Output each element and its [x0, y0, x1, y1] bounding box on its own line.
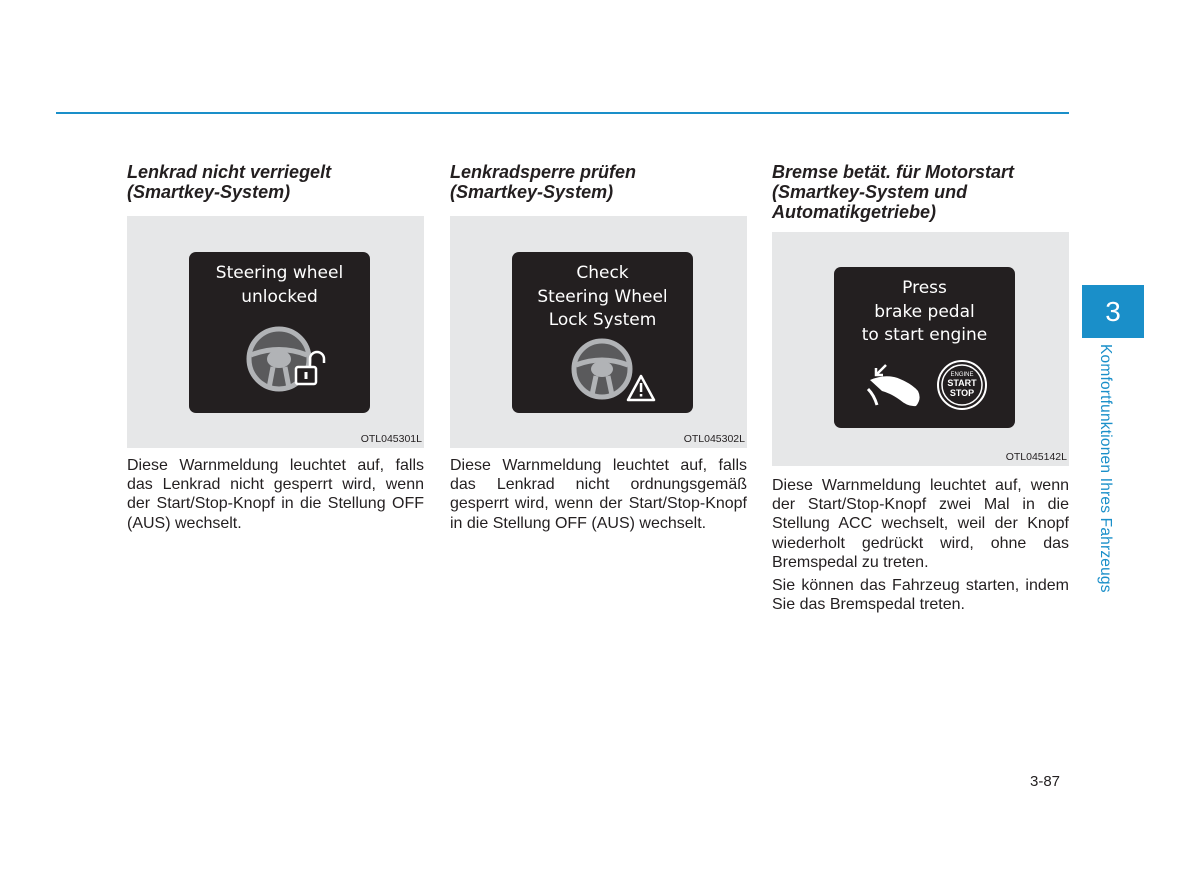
warning-figure	[127, 216, 424, 448]
cluster-display	[834, 267, 1015, 428]
section-heading: Lenkrad nicht verriegelt (Smartkey-System)	[127, 162, 332, 202]
display-icons	[834, 267, 1015, 428]
warning-triangle-icon	[628, 376, 654, 400]
paragraph: Diese Warnmeldung leuchtet auf, falls das Lenkrad nicht ordnungsgemäß gesperrt wird, wenn der Start/Stop-Knopf in die Stellung OFF (AUS) wechselt.	[450, 457, 747, 532]
display-message: Steering wheel unlocked	[215, 263, 344, 307]
steering-wheel-icon	[574, 341, 630, 397]
cluster-display	[189, 252, 370, 413]
display-message: Check Steering Wheel Lock System	[537, 263, 668, 330]
section-check-steering-lock	[450, 162, 747, 562]
figure-code: OTL045302L	[683, 433, 745, 445]
section-body	[127, 456, 424, 533]
display-icons	[512, 252, 693, 413]
section-press-brake	[772, 162, 1069, 632]
button-text-start: START	[947, 378, 977, 388]
figure-code: OTL045142L	[1005, 451, 1067, 463]
paragraph: Diese Warnmeldung leuchtet auf, falls das Lenkrad nicht gesperrt wird, wenn der Start/Stop-Knopf in die Stellung OFF (AUS) wechselt.	[127, 457, 424, 532]
button-text-stop: STOP	[949, 388, 975, 398]
paragraph: Sie können das Fahrzeug starten, indem Sie das Bremspedal treten.	[772, 577, 1069, 614]
cluster-display	[512, 252, 693, 413]
warning-figure	[772, 232, 1069, 466]
section-heading: Bremse betät. für Motorstart (Smartkey-System und Automatikgetriebe)	[772, 162, 1015, 222]
display-message: Press brake pedal to start engine	[861, 278, 988, 345]
warning-figure	[450, 216, 747, 448]
paragraph: Diese Warnmeldung leuchtet auf, wenn der Start/Stop-Knopf zwei Mal in die Stellung ACC wechselt, weil der Knopf wiederholt gedrückt wird, ohne das Bremspedal zu treten.	[772, 477, 1069, 571]
engine-start-stop-button-icon	[938, 361, 986, 409]
section-steering-unlocked	[127, 162, 424, 562]
chapter-number-tab: 3	[1082, 285, 1144, 338]
section-body	[450, 456, 747, 533]
button-text-engine: ENGINE	[950, 372, 974, 378]
figure-code: OTL045301L	[360, 433, 422, 445]
page-number: 3-87	[1030, 773, 1061, 790]
section-heading: Lenkradsperre prüfen (Smartkey-System)	[450, 162, 637, 202]
display-icons	[189, 252, 370, 413]
chapter-title: Komfortfunktionen Ihres Fahrzeugs	[1097, 344, 1114, 593]
section-body	[772, 476, 1069, 630]
top-rule	[56, 112, 1069, 114]
foot-on-brake-pedal-icon	[868, 365, 920, 406]
